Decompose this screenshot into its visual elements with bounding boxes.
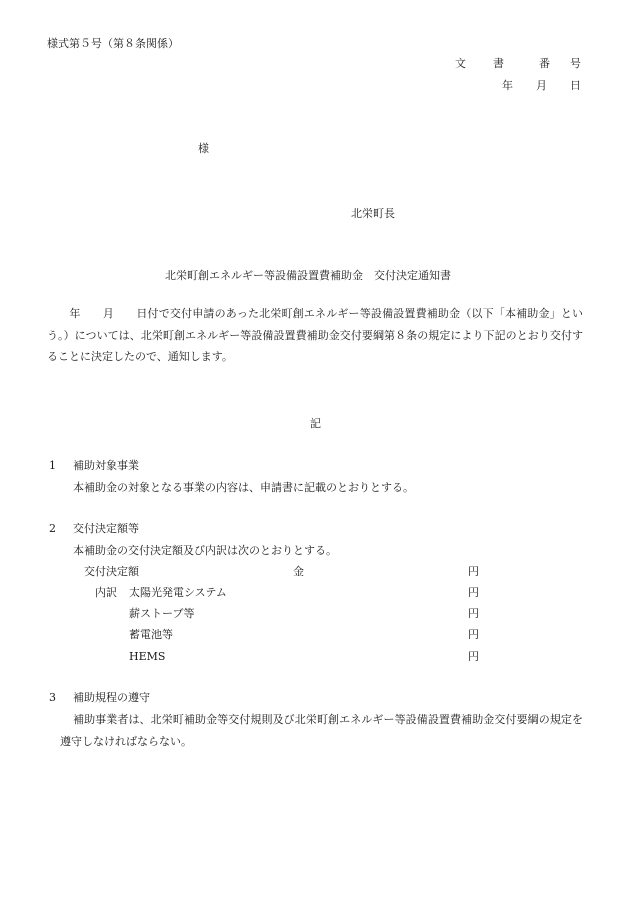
section-1-text: 本補助金の対象となる事業の内容は、申請書に記載のとおりとする。 xyxy=(73,481,414,494)
date-day: 日 xyxy=(570,79,581,92)
yen-unit: 円 xyxy=(468,565,479,578)
section-2-heading: 交付決定額等 xyxy=(73,522,139,535)
issuer-name: 北栄町長 xyxy=(351,207,395,220)
date-month: 月 xyxy=(536,79,547,92)
date-year: 年 xyxy=(502,79,513,92)
breakdown-item: 薪ストーブ等 xyxy=(129,607,195,620)
breakdown-item: 蓄電池等 xyxy=(129,628,173,641)
doc-number-char: 番 xyxy=(539,57,550,70)
yen-unit: 円 xyxy=(468,607,479,620)
section-3-heading: 補助規程の遵守 xyxy=(73,691,150,704)
total-amount-label: 交付決定額 xyxy=(84,565,139,578)
doc-number-char: 号 xyxy=(570,57,581,70)
doc-number-char: 書 xyxy=(493,57,504,70)
section-3-text: 補助事業者は、北栄町補助金等交付規則及び北栄町創エネルギー等設備設置費補助金交付要綱の規定を遵守しなければならない。 xyxy=(60,713,583,748)
document-title: 北栄町創エネルギー等設備設置費補助金 交付決定通知書 xyxy=(165,269,451,282)
yen-unit: 円 xyxy=(468,650,479,663)
breakdown-label: 内訳 xyxy=(95,586,117,599)
yen-unit: 円 xyxy=(468,628,479,641)
kin-label: 金 xyxy=(293,565,304,578)
form-number: 様式第５号（第８条関係） xyxy=(47,37,179,50)
body-paragraph: 年 月 日付で交付申請のあった北栄町創エネルギー等設備設置費補助金（以下「本補助金」という。）については、北栄町創エネルギー等設備設置費補助金交付要綱第８条の規定により下記のとおり交付することに決定したので、通知します。 xyxy=(47,307,583,363)
ki-heading: 記 xyxy=(310,417,321,430)
section-2-text: 本補助金の交付決定額及び内訳は次のとおりとする。 xyxy=(73,544,337,557)
section-1-number: 1 xyxy=(49,459,56,472)
section-3-number: 3 xyxy=(49,691,56,704)
yen-unit: 円 xyxy=(468,586,479,599)
breakdown-item: 太陽光発電システム xyxy=(129,586,227,599)
breakdown-item: HEMS xyxy=(129,650,166,663)
addressee-suffix: 様 xyxy=(198,142,209,155)
section-2-number: 2 xyxy=(49,522,56,535)
doc-number-char: 文 xyxy=(455,57,466,70)
section-1-heading: 補助対象事業 xyxy=(73,459,139,472)
